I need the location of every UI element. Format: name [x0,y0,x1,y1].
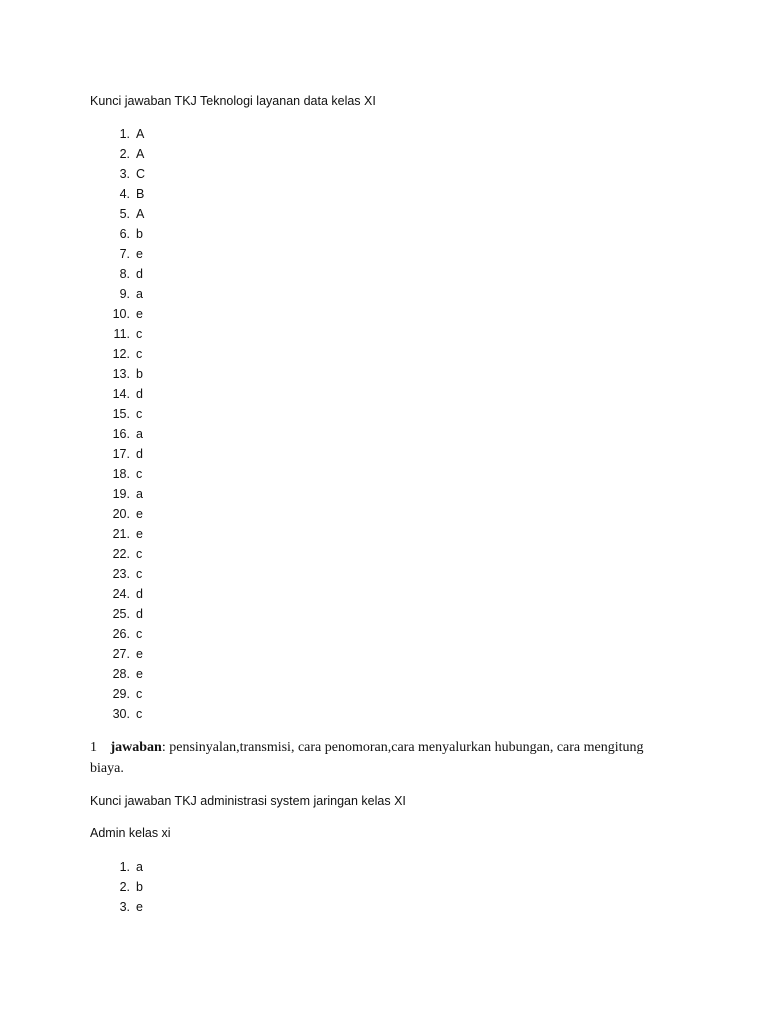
item-answer: A [136,207,145,221]
heading-admin-kelas: Admin kelas xi [90,826,171,840]
item-number: 19. [112,487,130,501]
item-answer: a [136,487,143,501]
item-number: 29. [112,687,130,701]
item-answer: d [136,607,143,621]
heading-administrasi-system-jaringan: Kunci jawaban TKJ administrasi system jaringan kelas XI [90,794,406,808]
item-number: 2. [119,880,130,894]
item-number: 1. [119,127,130,141]
item-answer: b [136,367,143,381]
item-number: 14. [112,387,130,401]
item-number: 12. [112,347,130,361]
item-number: 27. [112,647,130,661]
item-answer: c [136,327,143,341]
item-number: 6. [119,227,130,241]
item-number: 1. [119,860,130,874]
item-answer: c [136,627,143,641]
item-number: 5. [119,207,130,221]
item-number: 11. [113,327,130,341]
heading-teknologi-layanan-data: Kunci jawaban TKJ Teknologi layanan data kelas XI [90,94,376,108]
item-answer: c [136,567,143,581]
item-answer: c [136,347,143,361]
item-number: 10. [112,307,130,321]
item-answer: e [136,247,143,261]
item-answer: c [136,687,143,701]
item-number: 2. [119,147,130,161]
item-number: 30. [112,707,130,721]
item-answer: e [136,527,143,541]
item-number: 20. [112,507,130,521]
essay-text: : pensinyalan,transmisi, cara penomoran,cara menyalurkan hubungan, cara mengitung biaya. [90,740,644,776]
item-number: 16. [112,427,130,441]
item-answer: A [136,147,145,161]
item-number: 8. [119,267,130,281]
item-answer: d [136,587,143,601]
item-answer: c [136,707,143,721]
item-answer: e [136,667,143,681]
item-answer: d [136,267,143,281]
item-number: 7. [119,247,130,261]
item-number: 24. [112,587,130,601]
item-answer: b [136,227,143,241]
item-number: 18. [112,467,130,481]
item-number: 3. [119,900,130,914]
item-answer: d [136,387,143,401]
item-answer: c [136,547,143,561]
item-answer: A [136,127,145,141]
item-number: 22. [112,547,130,561]
item-number: 3. [119,167,130,181]
item-answer: b [136,880,143,894]
item-number: 26. [112,627,130,641]
item-answer: c [136,407,143,421]
item-number: 17. [112,447,130,461]
item-answer: a [136,860,143,874]
item-answer: B [136,187,145,201]
item-number: 9. [119,287,130,301]
item-answer: c [136,467,143,481]
item-number: 4. [119,187,130,201]
essay-number: 1 [90,740,97,755]
item-number: 13. [112,367,130,381]
item-number: 25. [112,607,130,621]
essay-label: jawaban [110,740,162,755]
item-number: 15. [112,407,130,421]
item-number: 23. [112,567,130,581]
item-answer: e [136,507,143,521]
item-answer: C [136,167,146,181]
item-answer: e [136,647,143,661]
item-answer: a [136,287,143,301]
item-answer: e [136,307,143,321]
item-number: 28. [112,667,130,681]
item-answer: d [136,447,143,461]
item-answer: a [136,427,143,441]
essay-answer-paragraph [90,737,650,779]
item-answer: e [136,900,143,914]
item-number: 21. [112,527,130,541]
